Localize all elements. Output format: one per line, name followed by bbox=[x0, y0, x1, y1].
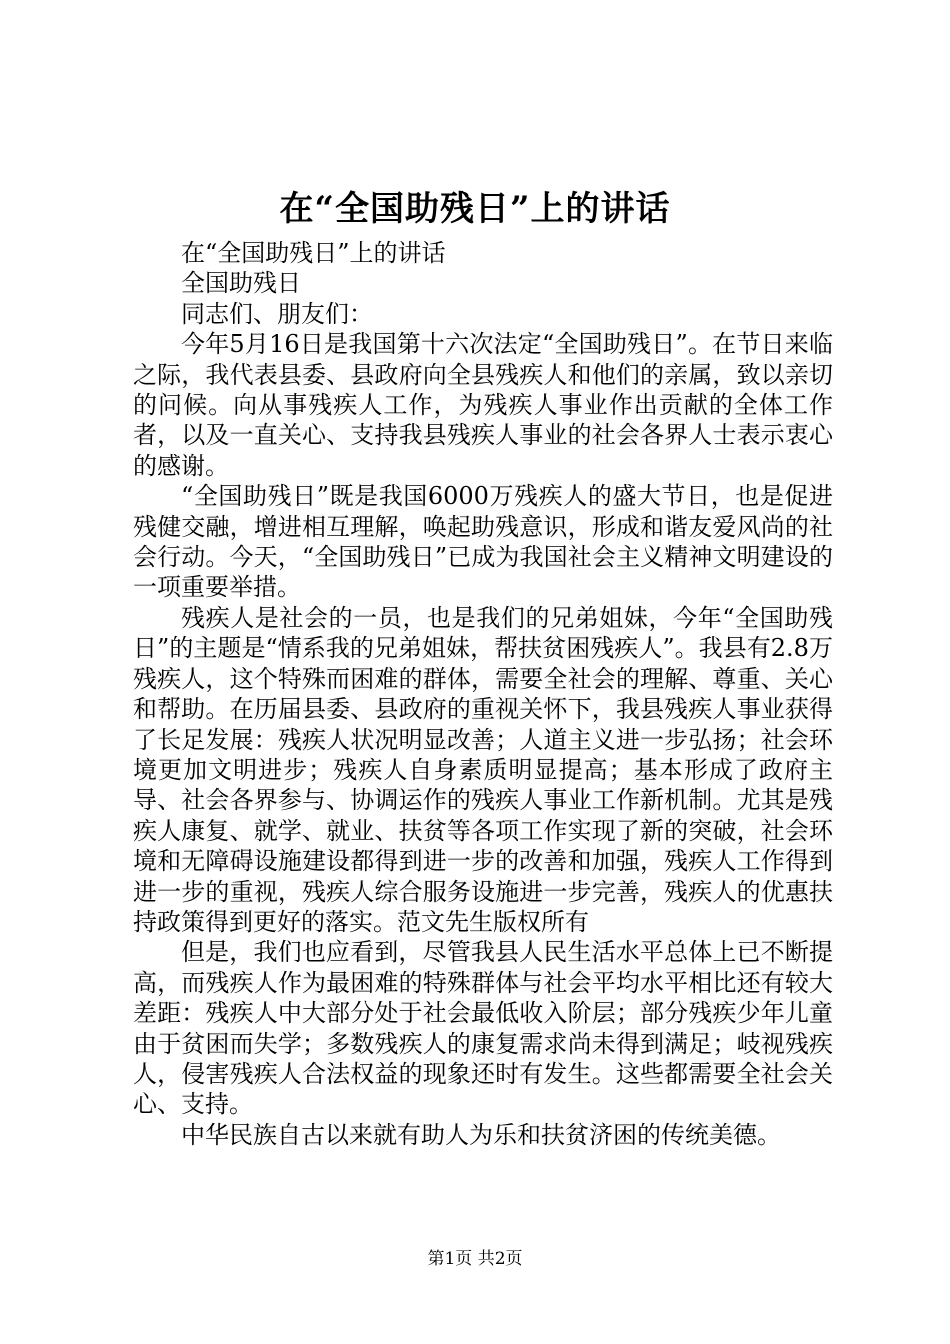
page-number-footer: 第1页 共2页 bbox=[427, 1249, 523, 1269]
paragraph-occasion: 全国助残日 bbox=[181, 269, 301, 298]
document-title: 在“全国助残日”上的讲话 bbox=[279, 189, 671, 229]
document-body bbox=[133, 238, 833, 1150]
paragraph: 今年5月16日是我国第十六次法定“全国助残日”。在节日来临之际，我代表县委、县政府向全县残疾人和他们的亲属，致以亲切的问候。向从事残疾人工作，为残疾人事业作出贡献的全体工作者，以及一直关心、支持我县残疾人事业的社会各界人士表示衷心的感谢。 bbox=[133, 330, 833, 480]
paragraph-subtitle: 在“全国助残日”上的讲话 bbox=[181, 239, 446, 267]
paragraph: “全国助残日”既是我国6000万残疾人的盛大节日，也是促进残健交融，增进相互理解，唤起助残意识，形成和谐友爱风尚的社会行动。今天，“全国助残日”已成为我国社会主义精神文明建设的一项重要举措。 bbox=[133, 482, 833, 602]
paragraph-salutation: 同志们、朋友们： bbox=[181, 299, 373, 328]
paragraph: 残疾人是社会的一员，也是我们的兄弟姐妹，今年“全国助残日”的主题是“情系我的兄弟姐妹，帮扶贫困残疾人”。我县有2.8万残疾人，这个特殊而困难的群体，需要全社会的理解、尊重、关心和帮助。在历届县委、县政府的重视关怀下，我县残疾人事业获得了长足发展：残疾人状况明显改善；人道主义进一步弘扬；社会环境更加文明进步；残疾人自身素质明显提高；基本形成了政府主导、社会各界参与、协调运作的残疾人事业工作新机制。尤其是残疾人康复、就学、就业、扶贫等各项工作实现了新的突破，社会环境和无障碍设施建设都得到进一步的改善和加强，残疾人工作得到进一步的重视，残疾人综合服务设施进一步完善，残疾人的优惠扶持政策得到更好的落实。范文先生版权所有 bbox=[133, 603, 833, 936]
paragraph: 但是，我们也应看到，尽管我县人民生活水平总体上已不断提高，而残疾人作为最困难的特殊群体与社会平均水平相比还有较大差距：残疾人中大部分处于社会最低收入阶层；部分残疾少年儿童由于贫困而失学；多数残疾人的康复需求尚未得到满足；岐视残疾人，侵害残疾人合法权益的现象还时有发生。这些都需要全社会关心、支持。 bbox=[133, 938, 833, 1119]
paragraph: 中华民族自古以来就有助人为乐和扶贫济困的传统美德。 bbox=[181, 1120, 781, 1149]
